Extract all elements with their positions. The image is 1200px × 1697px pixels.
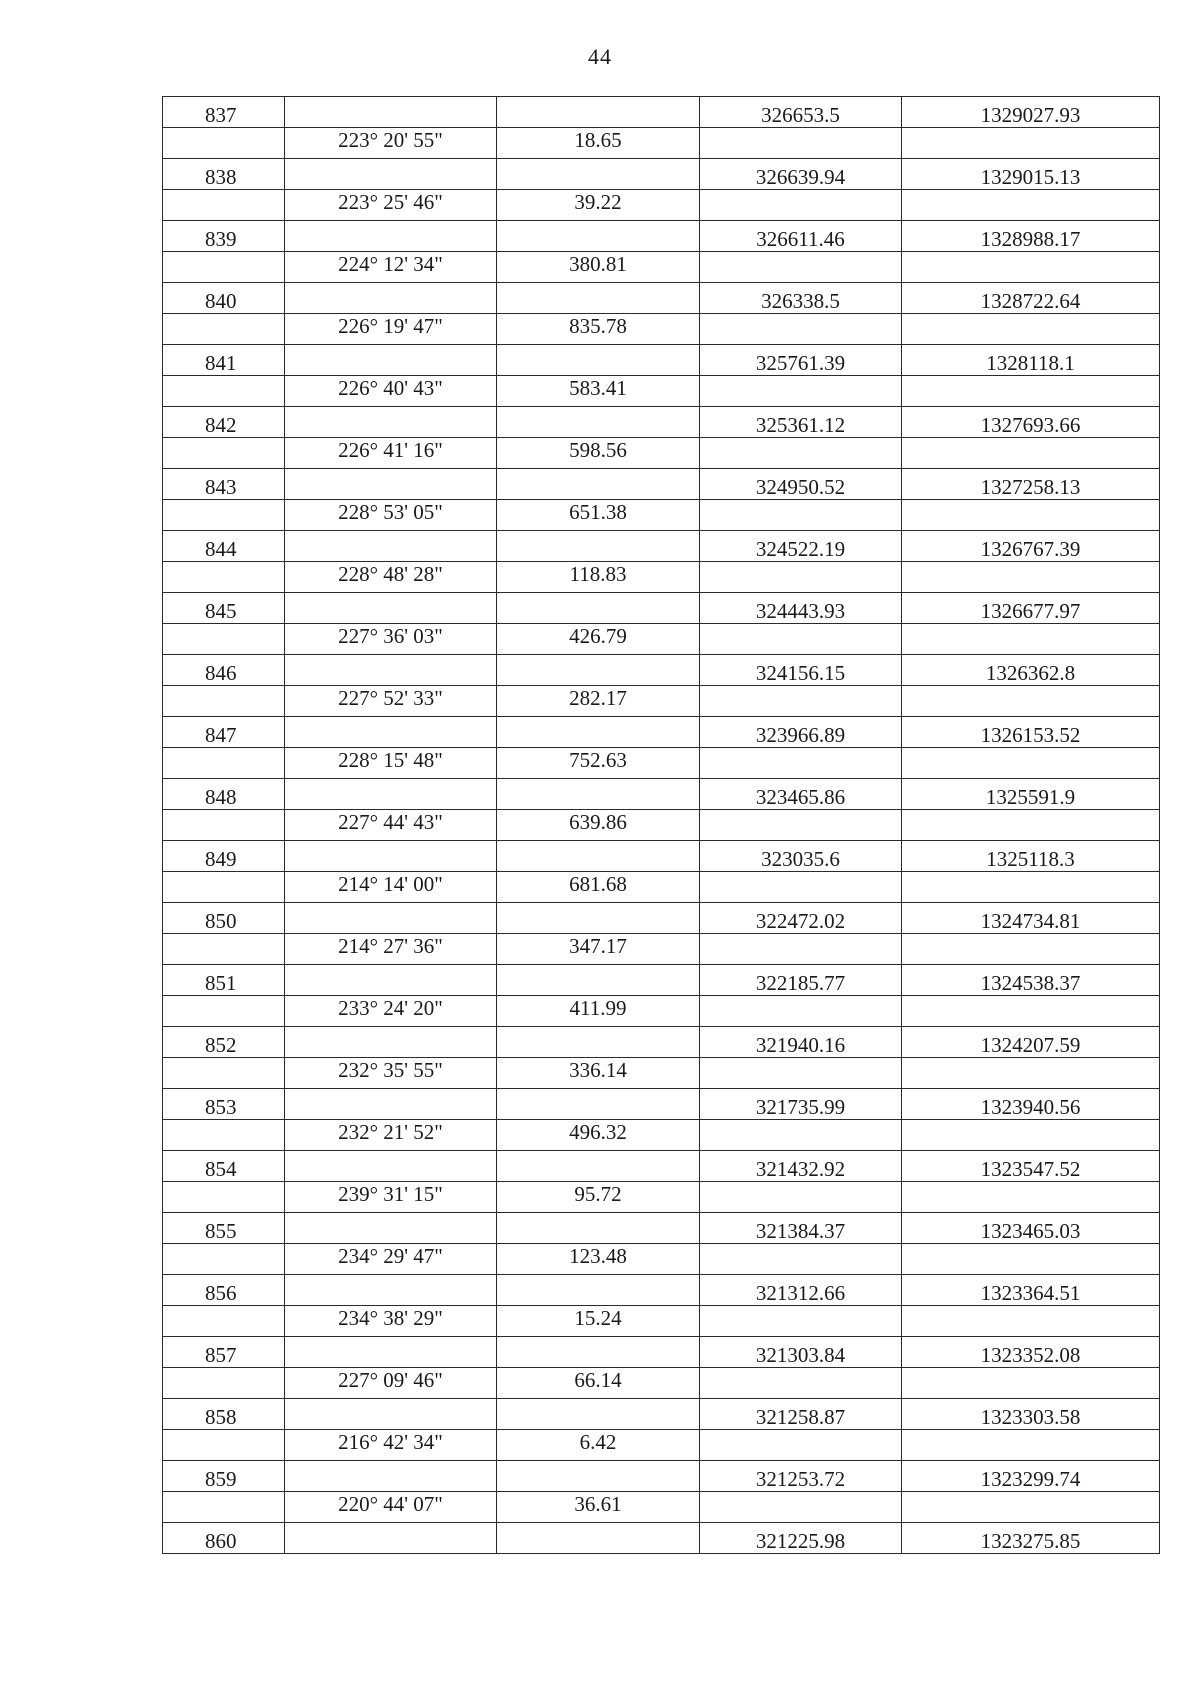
station-cell: 840: [163, 283, 285, 314]
northing-cell: 1323303.58: [902, 1399, 1160, 1430]
station-cell: [163, 1368, 285, 1399]
station-cell: 844: [163, 531, 285, 562]
distance-cell: [497, 1027, 700, 1058]
northing-cell: [902, 1058, 1160, 1089]
table-row-point: [163, 1275, 1160, 1306]
distance-cell: [497, 531, 700, 562]
easting-cell: 321384.37: [700, 1213, 902, 1244]
northing-cell: 1323299.74: [902, 1461, 1160, 1492]
station-cell: 853: [163, 1089, 285, 1120]
table-row-point: [163, 531, 1160, 562]
bearing-cell: [285, 1151, 497, 1182]
northing-cell: [902, 996, 1160, 1027]
station-cell: 841: [163, 345, 285, 376]
easting-cell: [700, 314, 902, 345]
easting-cell: [700, 500, 902, 531]
distance-cell: 426.79: [497, 624, 700, 655]
bearing-cell: [285, 1213, 497, 1244]
bearing-cell: 234° 38' 29": [285, 1306, 497, 1337]
easting-cell: 324156.15: [700, 655, 902, 686]
station-cell: [163, 190, 285, 221]
station-cell: [163, 1120, 285, 1151]
northing-cell: 1329027.93: [902, 97, 1160, 128]
distance-cell: [497, 1523, 700, 1554]
bearing-cell: 228° 53' 05": [285, 500, 497, 531]
table-row-leg: [163, 128, 1160, 159]
page-number: 44: [588, 44, 612, 69]
bearing-cell: 227° 52' 33": [285, 686, 497, 717]
station-cell: 837: [163, 97, 285, 128]
station-cell: 860: [163, 1523, 285, 1554]
distance-cell: [497, 407, 700, 438]
table-body: [163, 97, 1160, 1554]
easting-cell: 321225.98: [700, 1523, 902, 1554]
bearing-cell: [285, 1399, 497, 1430]
distance-cell: [497, 1213, 700, 1244]
table-row-leg: [163, 996, 1160, 1027]
station-cell: 851: [163, 965, 285, 996]
northing-cell: [902, 252, 1160, 283]
distance-cell: [497, 965, 700, 996]
bearing-cell: [285, 345, 497, 376]
bearing-cell: [285, 841, 497, 872]
easting-cell: [700, 438, 902, 469]
table-row-point: [163, 1213, 1160, 1244]
table-row-leg: [163, 1306, 1160, 1337]
northing-cell: 1327693.66: [902, 407, 1160, 438]
table-row-leg: [163, 810, 1160, 841]
bearing-cell: [285, 1027, 497, 1058]
northing-cell: [902, 748, 1160, 779]
station-cell: 847: [163, 717, 285, 748]
station-cell: [163, 1244, 285, 1275]
northing-cell: 1326677.97: [902, 593, 1160, 624]
table-row-leg: [163, 252, 1160, 283]
northing-cell: 1323940.56: [902, 1089, 1160, 1120]
northing-cell: [902, 314, 1160, 345]
table-row-leg: [163, 438, 1160, 469]
easting-cell: [700, 1306, 902, 1337]
station-cell: 843: [163, 469, 285, 500]
northing-cell: [902, 1182, 1160, 1213]
easting-cell: [700, 748, 902, 779]
easting-cell: [700, 562, 902, 593]
northing-cell: 1323465.03: [902, 1213, 1160, 1244]
bearing-cell: [285, 655, 497, 686]
bearing-cell: 223° 25' 46": [285, 190, 497, 221]
station-cell: [163, 314, 285, 345]
station-cell: [163, 1182, 285, 1213]
table-row-leg: [163, 934, 1160, 965]
distance-cell: [497, 1089, 700, 1120]
bearing-cell: 223° 20' 55": [285, 128, 497, 159]
station-cell: [163, 686, 285, 717]
table-row-point: [163, 1151, 1160, 1182]
distance-cell: [497, 1275, 700, 1306]
station-cell: 855: [163, 1213, 285, 1244]
distance-cell: [497, 283, 700, 314]
easting-cell: 326653.5: [700, 97, 902, 128]
distance-cell: 835.78: [497, 314, 700, 345]
bearing-cell: 214° 14' 00": [285, 872, 497, 903]
easting-cell: 326338.5: [700, 283, 902, 314]
distance-cell: [497, 469, 700, 500]
table-row-leg: [163, 190, 1160, 221]
distance-cell: [497, 593, 700, 624]
station-cell: 839: [163, 221, 285, 252]
easting-cell: 325761.39: [700, 345, 902, 376]
bearing-cell: [285, 903, 497, 934]
station-cell: 846: [163, 655, 285, 686]
station-cell: 859: [163, 1461, 285, 1492]
station-cell: [163, 500, 285, 531]
bearing-cell: [285, 1337, 497, 1368]
northing-cell: [902, 1120, 1160, 1151]
bearing-cell: [285, 469, 497, 500]
easting-cell: [700, 128, 902, 159]
northing-cell: 1326767.39: [902, 531, 1160, 562]
table-row-point: [163, 1089, 1160, 1120]
bearing-cell: 228° 48' 28": [285, 562, 497, 593]
survey-coordinates-table: [162, 96, 1160, 1554]
distance-cell: 282.17: [497, 686, 700, 717]
easting-cell: [700, 1244, 902, 1275]
easting-cell: 321940.16: [700, 1027, 902, 1058]
distance-cell: 752.63: [497, 748, 700, 779]
table-row-point: [163, 283, 1160, 314]
northing-cell: 1328118.1: [902, 345, 1160, 376]
distance-cell: 336.14: [497, 1058, 700, 1089]
bearing-cell: 232° 21' 52": [285, 1120, 497, 1151]
easting-cell: 322472.02: [700, 903, 902, 934]
northing-cell: [902, 438, 1160, 469]
easting-cell: [700, 810, 902, 841]
table-row-leg: [163, 1244, 1160, 1275]
northing-cell: 1328988.17: [902, 221, 1160, 252]
table-row-point: [163, 965, 1160, 996]
easting-cell: 324950.52: [700, 469, 902, 500]
easting-cell: [700, 252, 902, 283]
northing-cell: 1326153.52: [902, 717, 1160, 748]
station-cell: [163, 438, 285, 469]
table-row-leg: [163, 314, 1160, 345]
distance-cell: 39.22: [497, 190, 700, 221]
northing-cell: 1324734.81: [902, 903, 1160, 934]
distance-cell: 598.56: [497, 438, 700, 469]
northing-cell: 1328722.64: [902, 283, 1160, 314]
table-row-point: [163, 469, 1160, 500]
distance-cell: 380.81: [497, 252, 700, 283]
table-row-point: [163, 1523, 1160, 1554]
station-cell: [163, 1306, 285, 1337]
easting-cell: 324522.19: [700, 531, 902, 562]
northing-cell: [902, 624, 1160, 655]
bearing-cell: 233° 24' 20": [285, 996, 497, 1027]
bearing-cell: 226° 19' 47": [285, 314, 497, 345]
easting-cell: 321303.84: [700, 1337, 902, 1368]
bearing-cell: [285, 221, 497, 252]
distance-cell: 15.24: [497, 1306, 700, 1337]
bearing-cell: [285, 1089, 497, 1120]
northing-cell: [902, 500, 1160, 531]
station-cell: [163, 810, 285, 841]
bearing-cell: [285, 1523, 497, 1554]
distance-cell: 651.38: [497, 500, 700, 531]
northing-cell: [902, 128, 1160, 159]
table-row-leg: [163, 1182, 1160, 1213]
table-row-point: [163, 159, 1160, 190]
station-cell: [163, 376, 285, 407]
easting-cell: [700, 624, 902, 655]
bearing-cell: 227° 36' 03": [285, 624, 497, 655]
station-cell: [163, 872, 285, 903]
distance-cell: 681.68: [497, 872, 700, 903]
distance-cell: [497, 1151, 700, 1182]
bearing-cell: [285, 965, 497, 996]
table-row-leg: [163, 500, 1160, 531]
easting-cell: 321432.92: [700, 1151, 902, 1182]
table-row-point: [163, 345, 1160, 376]
northing-cell: [902, 934, 1160, 965]
table-row-leg: [163, 1368, 1160, 1399]
distance-cell: 411.99: [497, 996, 700, 1027]
table-row-leg: [163, 1120, 1160, 1151]
easting-cell: 323966.89: [700, 717, 902, 748]
station-cell: [163, 1492, 285, 1523]
bearing-cell: [285, 159, 497, 190]
easting-cell: [700, 686, 902, 717]
northing-cell: [902, 1368, 1160, 1399]
bearing-cell: [285, 779, 497, 810]
table-row-point: [163, 97, 1160, 128]
northing-cell: 1325118.3: [902, 841, 1160, 872]
station-cell: 858: [163, 1399, 285, 1430]
northing-cell: [902, 562, 1160, 593]
distance-cell: 66.14: [497, 1368, 700, 1399]
distance-cell: 6.42: [497, 1430, 700, 1461]
table-row-leg: [163, 748, 1160, 779]
station-cell: [163, 562, 285, 593]
bearing-cell: 216° 42' 34": [285, 1430, 497, 1461]
table-row-point: [163, 717, 1160, 748]
table-row-leg: [163, 1492, 1160, 1523]
distance-cell: [497, 655, 700, 686]
northing-cell: [902, 1244, 1160, 1275]
northing-cell: [902, 686, 1160, 717]
table-row-point: [163, 779, 1160, 810]
station-cell: [163, 996, 285, 1027]
bearing-cell: [285, 531, 497, 562]
station-cell: 842: [163, 407, 285, 438]
table-row-leg: [163, 562, 1160, 593]
easting-cell: [700, 1182, 902, 1213]
table-row-point: [163, 407, 1160, 438]
easting-cell: 321253.72: [700, 1461, 902, 1492]
northing-cell: 1326362.8: [902, 655, 1160, 686]
easting-cell: 321258.87: [700, 1399, 902, 1430]
northing-cell: 1323364.51: [902, 1275, 1160, 1306]
northing-cell: 1324207.59: [902, 1027, 1160, 1058]
distance-cell: [497, 1337, 700, 1368]
easting-cell: 325361.12: [700, 407, 902, 438]
easting-cell: [700, 376, 902, 407]
bearing-cell: [285, 717, 497, 748]
easting-cell: 323035.6: [700, 841, 902, 872]
bearing-cell: 239° 31' 15": [285, 1182, 497, 1213]
bearing-cell: [285, 283, 497, 314]
table-row-leg: [163, 1058, 1160, 1089]
distance-cell: [497, 841, 700, 872]
easting-cell: [700, 1058, 902, 1089]
table-row-point: [163, 1337, 1160, 1368]
easting-cell: 321735.99: [700, 1089, 902, 1120]
easting-cell: 321312.66: [700, 1275, 902, 1306]
table-row-point: [163, 841, 1160, 872]
northing-cell: [902, 1430, 1160, 1461]
bearing-cell: 220° 44' 07": [285, 1492, 497, 1523]
station-cell: 849: [163, 841, 285, 872]
northing-cell: 1323352.08: [902, 1337, 1160, 1368]
table-row-point: [163, 903, 1160, 934]
easting-cell: [700, 1368, 902, 1399]
bearing-cell: [285, 1461, 497, 1492]
distance-cell: [497, 345, 700, 376]
distance-cell: 347.17: [497, 934, 700, 965]
bearing-cell: 226° 40' 43": [285, 376, 497, 407]
northing-cell: 1324538.37: [902, 965, 1160, 996]
northing-cell: 1325591.9: [902, 779, 1160, 810]
station-cell: [163, 748, 285, 779]
easting-cell: [700, 190, 902, 221]
distance-cell: 496.32: [497, 1120, 700, 1151]
table-row-point: [163, 1027, 1160, 1058]
easting-cell: 326639.94: [700, 159, 902, 190]
northing-cell: 1323275.85: [902, 1523, 1160, 1554]
northing-cell: [902, 810, 1160, 841]
easting-cell: [700, 1492, 902, 1523]
distance-cell: [497, 1399, 700, 1430]
bearing-cell: 234° 29' 47": [285, 1244, 497, 1275]
distance-cell: 95.72: [497, 1182, 700, 1213]
table-row-leg: [163, 624, 1160, 655]
easting-cell: [700, 872, 902, 903]
northing-cell: 1329015.13: [902, 159, 1160, 190]
table-row-point: [163, 1399, 1160, 1430]
easting-cell: 322185.77: [700, 965, 902, 996]
northing-cell: [902, 1492, 1160, 1523]
station-cell: 845: [163, 593, 285, 624]
station-cell: [163, 1058, 285, 1089]
distance-cell: 123.48: [497, 1244, 700, 1275]
distance-cell: 18.65: [497, 128, 700, 159]
distance-cell: 118.83: [497, 562, 700, 593]
station-cell: 857: [163, 1337, 285, 1368]
table-row-point: [163, 593, 1160, 624]
northing-cell: [902, 190, 1160, 221]
table-row-point: [163, 655, 1160, 686]
table-row-leg: [163, 1430, 1160, 1461]
distance-cell: [497, 97, 700, 128]
northing-cell: [902, 1306, 1160, 1337]
station-cell: 850: [163, 903, 285, 934]
northing-cell: 1323547.52: [902, 1151, 1160, 1182]
easting-cell: [700, 934, 902, 965]
easting-cell: 323465.86: [700, 779, 902, 810]
table-row-leg: [163, 376, 1160, 407]
station-cell: 838: [163, 159, 285, 190]
easting-cell: [700, 1120, 902, 1151]
distance-cell: [497, 779, 700, 810]
bearing-cell: 224° 12' 34": [285, 252, 497, 283]
northing-cell: [902, 872, 1160, 903]
table-row-leg: [163, 686, 1160, 717]
distance-cell: 639.86: [497, 810, 700, 841]
bearing-cell: [285, 97, 497, 128]
station-cell: 848: [163, 779, 285, 810]
northing-cell: 1327258.13: [902, 469, 1160, 500]
station-cell: 856: [163, 1275, 285, 1306]
easting-cell: 324443.93: [700, 593, 902, 624]
distance-cell: [497, 1461, 700, 1492]
distance-cell: [497, 159, 700, 190]
bearing-cell: 227° 44' 43": [285, 810, 497, 841]
bearing-cell: [285, 407, 497, 438]
distance-cell: [497, 221, 700, 252]
station-cell: 854: [163, 1151, 285, 1182]
bearing-cell: 214° 27' 36": [285, 934, 497, 965]
easting-cell: 326611.46: [700, 221, 902, 252]
station-cell: [163, 934, 285, 965]
distance-cell: 583.41: [497, 376, 700, 407]
station-cell: [163, 252, 285, 283]
easting-cell: [700, 996, 902, 1027]
bearing-cell: 232° 35' 55": [285, 1058, 497, 1089]
bearing-cell: [285, 593, 497, 624]
northing-cell: [902, 376, 1160, 407]
distance-cell: [497, 903, 700, 934]
distance-cell: 36.61: [497, 1492, 700, 1523]
distance-cell: [497, 717, 700, 748]
bearing-cell: 228° 15' 48": [285, 748, 497, 779]
station-cell: [163, 624, 285, 655]
station-cell: 852: [163, 1027, 285, 1058]
bearing-cell: 227° 09' 46": [285, 1368, 497, 1399]
table-row-leg: [163, 872, 1160, 903]
bearing-cell: [285, 1275, 497, 1306]
easting-cell: [700, 1430, 902, 1461]
table-row-point: [163, 1461, 1160, 1492]
station-cell: [163, 1430, 285, 1461]
table-row-point: [163, 221, 1160, 252]
station-cell: [163, 128, 285, 159]
bearing-cell: 226° 41' 16": [285, 438, 497, 469]
